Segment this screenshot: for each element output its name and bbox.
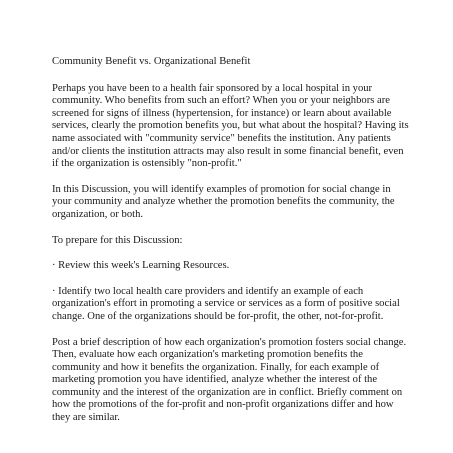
document-title: Community Benefit vs. Organizational Benefit (52, 56, 251, 67)
paragraph-discussion: In this Discussion, you will identify examples of promotion for social change in your community and analyze whether the promotion benefits the community, the organization, or both. (52, 183, 395, 220)
bullet-identify: · Identify two local health care providers and identify an example of each organization's effort in promoting a service or services as a form of positive social change. One of the organizations should be for-profit, the other, not-for-profit. (52, 285, 400, 322)
bullet-review: · Review this week's Learning Resources. (52, 260, 230, 272)
document-page (52, 56, 412, 438)
paragraph-prepare: To prepare for this Discussion: (52, 234, 183, 246)
paragraph-post: Post a brief description of how each organization's promotion fosters social change. Then, evaluate how each organization's marketing promotion benefits the community and how it benefits the organization. Finally, for each example of marketing promotion you have identified, analyze whether the interest of the community and the interest of the organization are in conflict. Briefly comment on how the promotions of the for-profit and non-profit organizations differ and how they are similar. (52, 336, 407, 424)
paragraph-intro: Perhaps you have been to a health fair sponsored by a local hospital in your community. Who benefits from such an effort? When you or your neighbors are screened for signs of illness (hypertension, for instance) or learn about available services, clearly the promotion benefits you, but what about the hospital? Having its name associated with "community service" benefits the institution. Any patients and/or clients the institution attracts may also result in some financial benefit, even if the organization is ostensibly "non-profit." (52, 82, 409, 170)
